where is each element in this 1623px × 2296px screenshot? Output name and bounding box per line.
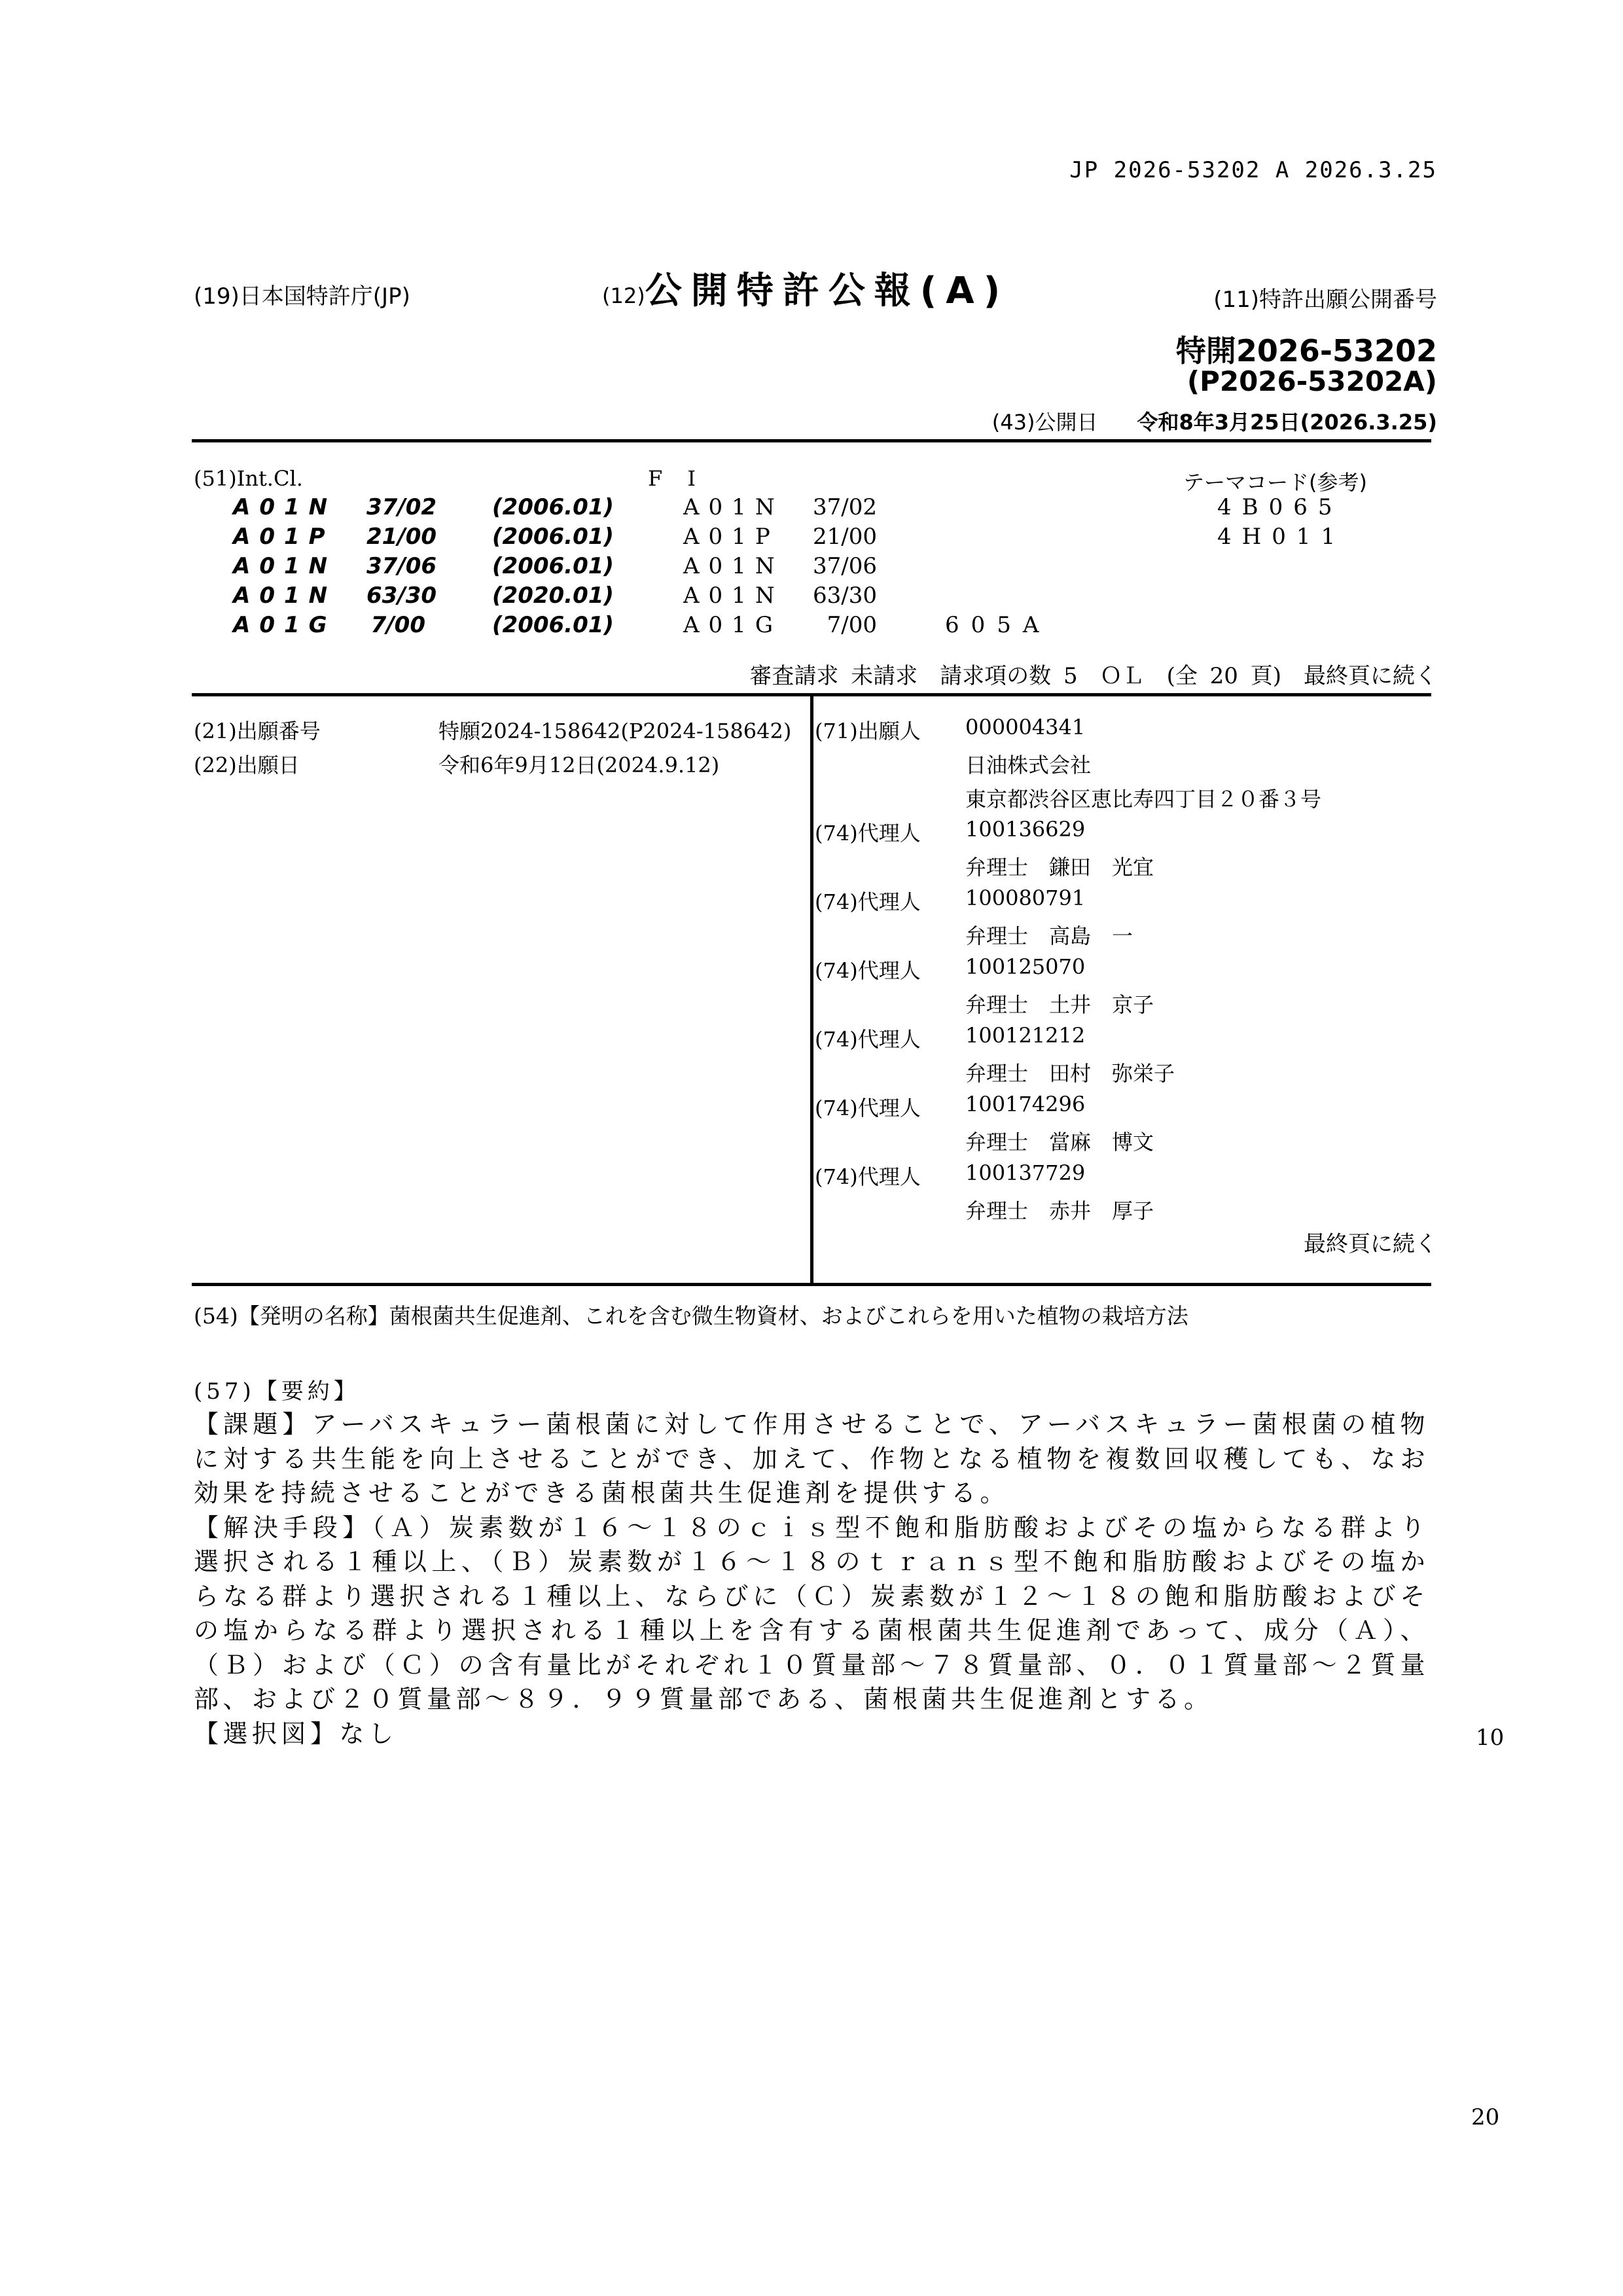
- applicant-code: 000004341: [965, 715, 1086, 740]
- abstract-selected-figure: 【選択図】なし: [194, 1719, 398, 1748]
- application-number: 特願2024-158642(P2024-158642): [438, 719, 792, 744]
- fi-group: 37/02: [813, 494, 877, 520]
- ipc-class: A01N: [233, 494, 337, 520]
- publication-date: [992, 406, 1437, 436]
- ipc-class: A01G: [233, 612, 336, 638]
- margin-line-number: 10: [1476, 1725, 1505, 1751]
- ipc-class: A01P: [233, 524, 334, 550]
- fi-class: A01P: [683, 524, 779, 550]
- ipc-group: 21/00: [366, 524, 437, 550]
- theme-code-label: テーマコード(参考): [1183, 470, 1367, 495]
- agent-label: (74)代理人: [815, 1027, 921, 1052]
- office-label: (19)日本国特許庁(JP): [194, 283, 410, 310]
- ipc-version: (2006.01): [492, 524, 614, 550]
- classification-row: [0, 524, 1623, 553]
- agent-code: 100136629: [965, 817, 1086, 842]
- fi-class: A01N: [683, 553, 784, 579]
- classification-row: [0, 583, 1623, 612]
- ipc-class: A01N: [233, 553, 337, 579]
- fi-extra: 605A: [945, 612, 1051, 638]
- agent-code: 100137729: [965, 1160, 1086, 1185]
- ipc-group: 37/06: [366, 553, 437, 579]
- applicant-address: 東京都渋谷区恵比寿四丁目２０番３号: [965, 787, 1322, 812]
- kind-title: 公開特許公報(A): [645, 270, 1010, 312]
- applicant-label: (71)出願人: [815, 719, 921, 744]
- ipc-version: (2020.01): [492, 583, 614, 609]
- examination-status: 審査請求 未請求 請求項の数 5 ＯＬ (全 20 頁) 最終頁に続く: [749, 663, 1437, 689]
- ipc-label: (51)Int.Cl.: [194, 466, 303, 491]
- pubno-label: (11)特許出願公開番号: [1213, 287, 1437, 313]
- classification-row: [0, 553, 1623, 583]
- application-number-label: (21)出願番号: [194, 719, 321, 744]
- ipc-version: (2006.01): [492, 553, 614, 579]
- agent-label: (74)代理人: [815, 821, 921, 846]
- application-date: 令和6年9月12日(2024.9.12): [438, 753, 720, 778]
- abstract-body: [194, 1407, 1429, 1751]
- fi-class: A01N: [683, 494, 784, 520]
- agent-name: 弁理士 高島 一: [965, 924, 1133, 948]
- agent-label: (74)代理人: [815, 1164, 921, 1189]
- agent-code: 100174296: [965, 1092, 1086, 1117]
- agent-label: (74)代理人: [815, 958, 921, 983]
- theme-code: 4B065: [1217, 494, 1343, 520]
- agent-code: 100125070: [965, 954, 1086, 979]
- kind-prefix: (12): [602, 283, 645, 308]
- margin-line-number: 20: [1471, 2104, 1500, 2130]
- theme-code: 4H011: [1217, 524, 1346, 550]
- ipc-group: 37/02: [366, 494, 437, 520]
- fi-class: A01N: [683, 583, 784, 609]
- abstract-heading: (57)【要約】: [194, 1378, 360, 1405]
- rule-top: [192, 439, 1431, 442]
- pubdate-value: 令和8年3月25日(2026.3.25): [1137, 410, 1437, 435]
- abstract-solution: 【解決手段】（Ａ）炭素数が１６～１８のｃｉｓ型不飽和脂肪酸およびその塩からなる群より選択される１種以上、（Ｂ）炭素数が１６～１８のｔｒａｎｓ型不飽和脂肪酸およびその塩からなる群より選択される１種以上、ならびに（Ｃ）炭素数が１２～１８の飽和脂肪酸およびその塩からなる群より選択される１種以上を含有する菌根菌共生促進剤であって、成分（Ａ）、（Ｂ）および（Ｃ）の含有量比がそれぞれ１０質量部～７８質量部、０．０１質量部～２質量部、および２０質量部～８９．９９質量部である、菌根菌共生促進剤とする。: [194, 1513, 1429, 1713]
- application-date-label: (22)出願日: [194, 753, 300, 778]
- agent-name: 弁理士 當麻 博文: [965, 1130, 1154, 1155]
- pubdate-label: (43)公開日: [991, 410, 1098, 435]
- fi-group: 63/30: [813, 583, 877, 609]
- agent-name: 弁理士 田村 弥栄子: [965, 1061, 1175, 1086]
- classification-row: [0, 494, 1623, 524]
- agent-name: 弁理士 土井 京子: [965, 992, 1154, 1017]
- applicant-name: 日油株式会社: [965, 753, 1092, 778]
- agent-code: 100080791: [965, 886, 1086, 910]
- ipc-class: A01N: [233, 583, 337, 609]
- ipc-group: 7/00: [370, 612, 425, 638]
- publication-number: 特開2026-53202: [1175, 333, 1437, 368]
- agent-name: 弁理士 鎌田 光宜: [965, 855, 1154, 880]
- fi-group: 37/06: [813, 553, 877, 579]
- agent-code: 100121212: [965, 1023, 1086, 1048]
- rule-bottom: [192, 1283, 1431, 1286]
- fi-class: A01G: [683, 612, 782, 638]
- column-divider: [810, 695, 813, 1284]
- ipc-version: (2006.01): [492, 612, 614, 638]
- abstract-problem: 【課題】アーバスキュラー菌根菌に対して作用させることで、アーバスキュラー菌根菌の植物に対する共生能を向上させることができ、加えて、作物となる植物を複数回収穫しても、なお効果を持続させることができる菌根菌共生促進剤を提供する。: [194, 1410, 1429, 1507]
- fi-label: F I: [648, 466, 705, 491]
- fi-group: 21/00: [813, 524, 877, 550]
- fi-group: 7/00: [827, 612, 877, 638]
- agent-name: 弁理士 赤井 厚子: [965, 1198, 1154, 1223]
- invention-title: (54)【発明の名称】菌根菌共生促進剤、これを含む微生物資材、およびこれらを用いた植物の栽培方法: [194, 1303, 1188, 1329]
- agent-label: (74)代理人: [815, 889, 921, 914]
- ipc-group: 63/30: [366, 583, 437, 609]
- classification-row: [0, 612, 1623, 641]
- publication-kind: [602, 262, 1009, 314]
- continued-on-last-page: 最終頁に続く: [1304, 1231, 1437, 1257]
- ipc-version: (2006.01): [492, 494, 614, 520]
- agent-label: (74)代理人: [815, 1096, 921, 1121]
- running-header: JP 2026-53202 A 2026.3.25: [1069, 157, 1437, 183]
- publication-number-alt: (P2026-53202A): [1186, 365, 1437, 397]
